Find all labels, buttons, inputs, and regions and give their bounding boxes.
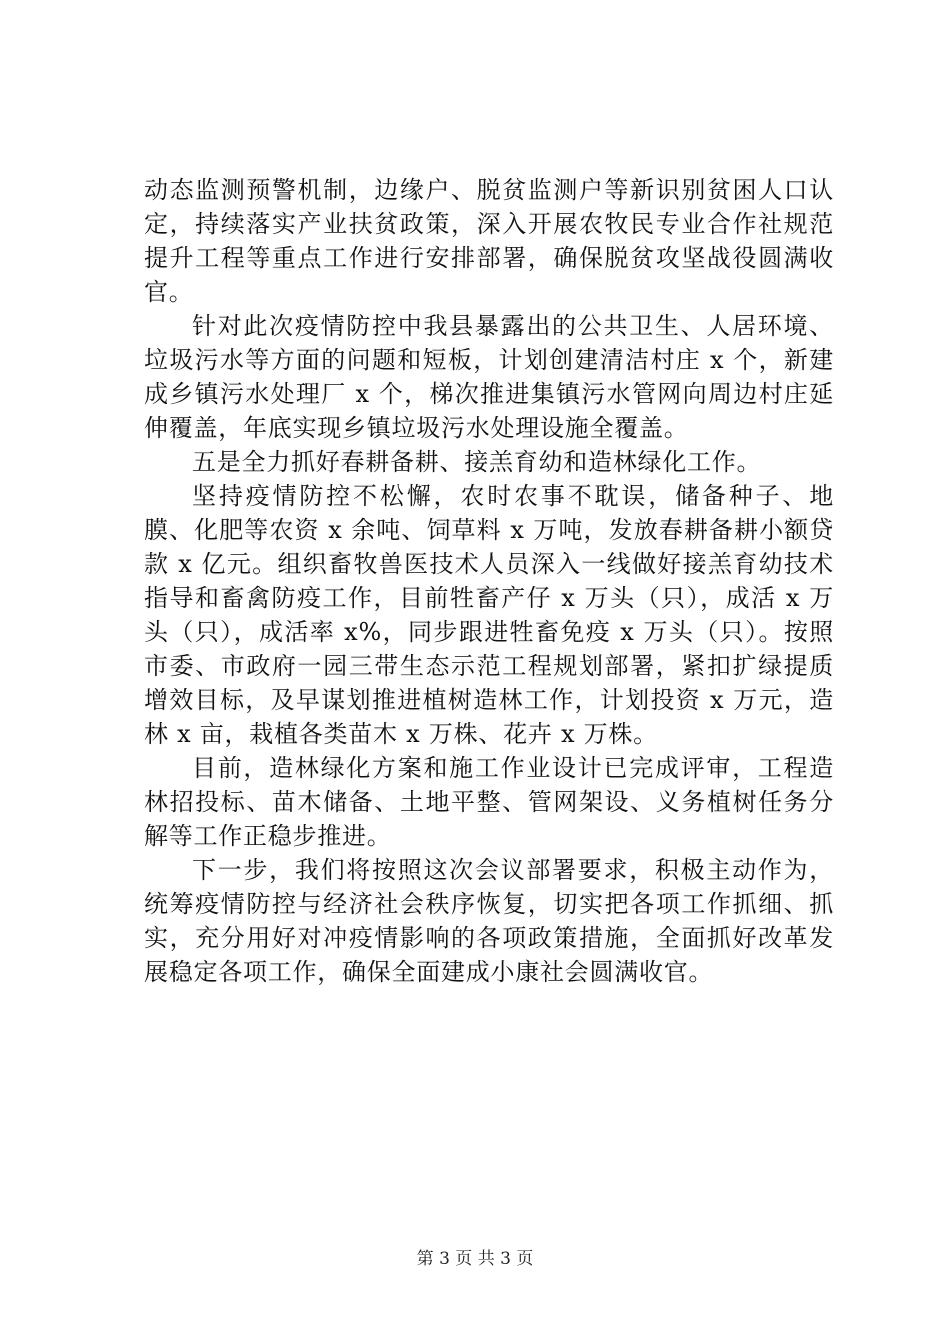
paragraph: 五是全力抓好春耕备耕、接羔育幼和造林绿化工作。 (192, 448, 762, 476)
paragraph: 坚持疫情防控不松懈，农时农事不耽误，储备种子、地膜、化肥等农资 x 余吨、饲草料 x 万吨，发放春耕备耕小额贷款 x 亿元。组织畜牧兽医技术人员深入一线做好接羔育幼技术指导和畜禽防疫工作，目前牲畜产仔 x 万头（只），成活 x 万头（只），成活率 x%，同步跟进牲畜免疫 x 万头（只）。按照市委、市政府一园三带生态示范工程规划部署，紧扣扩绿提质增效目标，及早谋划推进植树造林工作，计划投资 x 万元，造林 x 亩，栽植各类苗木 x 万株、花卉 x 万株。 (144, 482, 834, 748)
document-body (144, 173, 834, 989)
page-number-footer: 第 3 页 共 3 页 (416, 1249, 534, 1269)
paragraph: 针对此次疫情防控中我县暴露出的公共卫生、人居环境、垃圾污水等方面的问题和短板，计划创建清洁村庄 x 个，新建成乡镇污水处理厂 x 个，梯次推进集镇污水管网向周边村庄延伸覆盖，年底实现乡镇垃圾污水处理设施全覆盖。 (144, 312, 834, 442)
paragraph: 目前，造林绿化方案和施工作业设计已完成评审，工程造林招投标、苗木储备、土地平整、管网架设、义务植树任务分解等工作正稳步推进。 (144, 754, 834, 850)
paragraph: 下一步，我们将按照这次会议部署要求，积极主动作为，统筹疫情防控与经济社会秩序恢复，切实把各项工作抓细、抓实，充分用好对冲疫情影响的各项政策措施，全面抓好改革发展稳定各项工作，确保全面建成小康社会圆满收官。 (144, 856, 834, 986)
paragraph: 动态监测预警机制，边缘户、脱贫监测户等新识别贫困人口认定，持续落实产业扶贫政策，深入开展农牧民专业合作社规范提升工程等重点工作进行安排部署，确保脱贫攻坚战役圆满收官。 (144, 176, 834, 306)
